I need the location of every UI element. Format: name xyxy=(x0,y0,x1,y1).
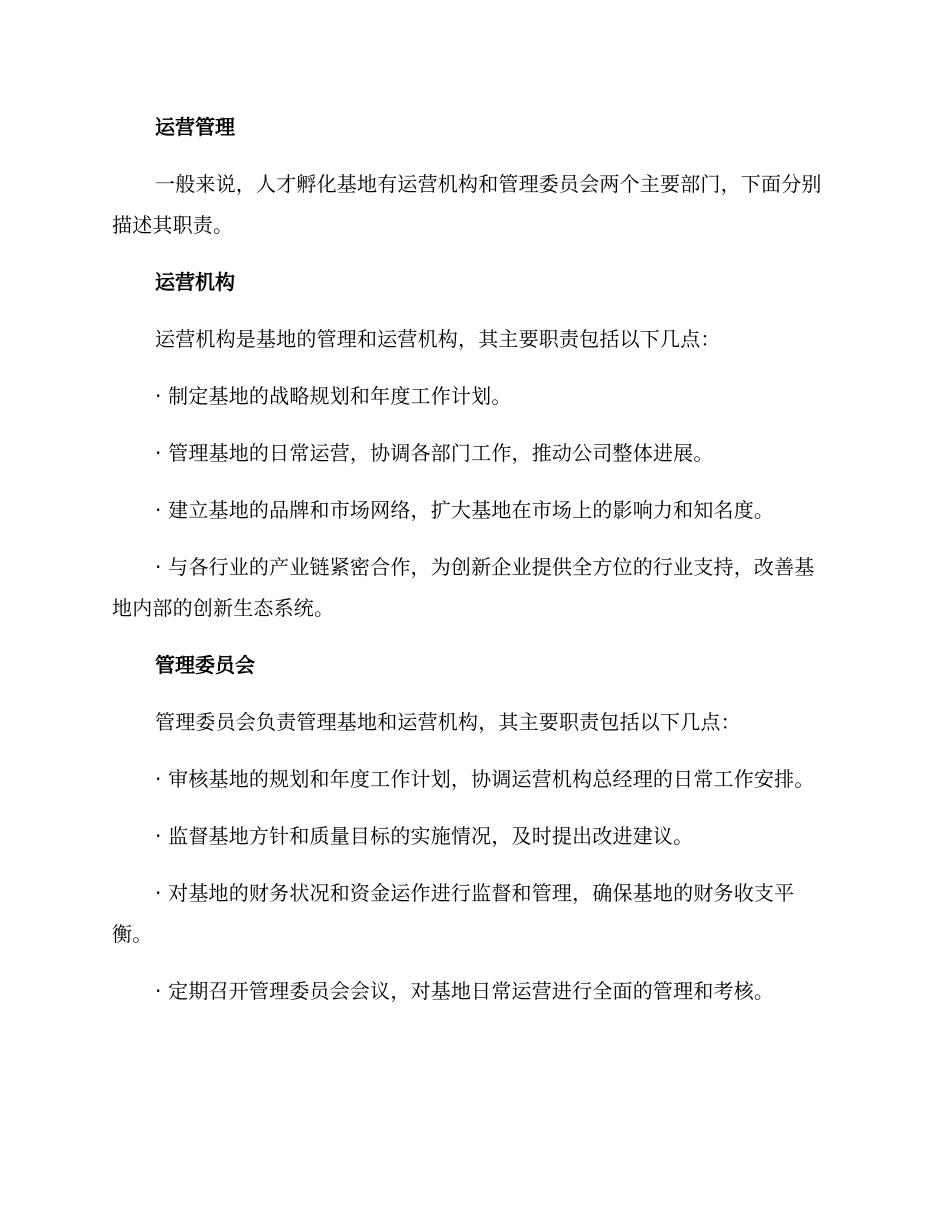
bullet-item: · 监督基地方针和质量目标的实施情况，及时提出改进建议。 xyxy=(155,824,694,848)
bullet-item: · 建立基地的品牌和市场网络，扩大基地在市场上的影响力和知名度。 xyxy=(155,498,775,522)
bullet-item: · 管理基地的日常运营，协调各部门工作，推动公司整体进展。 xyxy=(155,441,714,465)
paragraph: 管理委员会负责管理基地和运营机构，其主要职责包括以下几点： xyxy=(155,710,741,734)
section-heading: 运营机构 xyxy=(155,270,235,294)
section-heading: 管理委员会 xyxy=(155,653,255,677)
bullet-item: · 与各行业的产业链紧密合作，为创新企业提供全方位的行业支持，改善基地内部的创新生态系统。 xyxy=(112,555,815,620)
paragraph: 运营机构是基地的管理和运营机构，其主要职责包括以下几点： xyxy=(155,327,721,351)
bullet-item: · 审核基地的规划和年度工作计划，协调运营机构总经理的日常工作安排。 xyxy=(155,767,815,791)
section-heading: 运营管理 xyxy=(155,115,235,139)
paragraph: 一般来说，人才孵化基地有运营机构和管理委员会两个主要部门，下面分别描述其职责。 xyxy=(112,172,822,237)
bullet-item: · 制定基地的战略规划和年度工作计划。 xyxy=(155,384,512,408)
bullet-item: · 对基地的财务状况和资金运作进行监督和管理，确保基地的财务收支平衡。 xyxy=(112,881,795,946)
document-body xyxy=(112,107,832,1028)
bullet-item: · 定期召开管理委员会会议，对基地日常运营进行全面的管理和考核。 xyxy=(155,979,775,1003)
